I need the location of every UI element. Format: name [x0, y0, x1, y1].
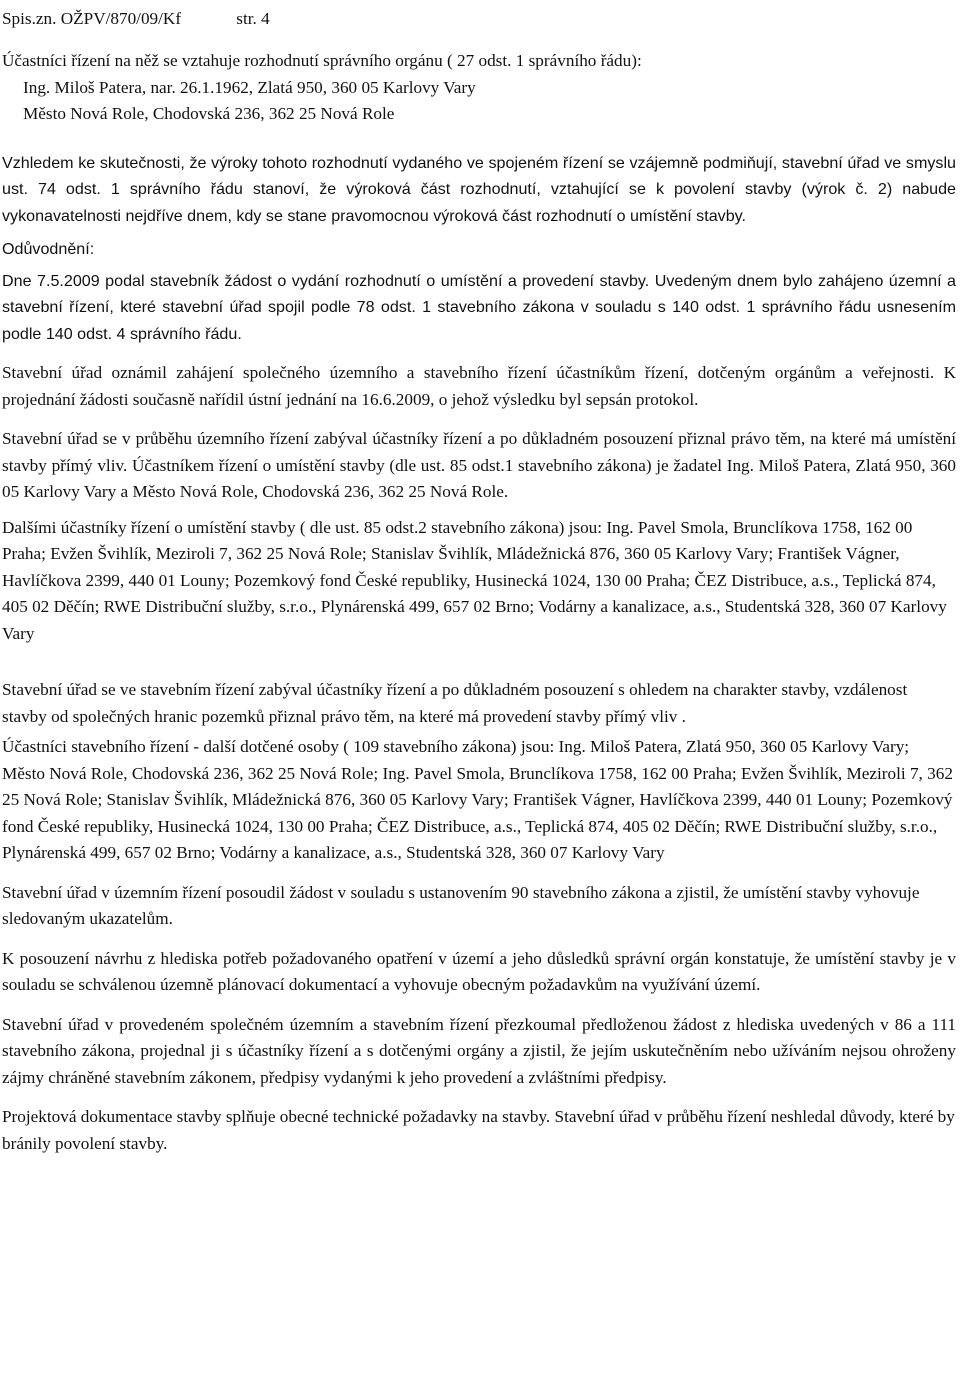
- page-number: str. 4: [236, 9, 270, 28]
- participant-line: Ing. Miloš Patera, nar. 26.1.1962, Zlatá 950, 360 05 Karlovy Vary: [23, 77, 476, 97]
- paragraph: Dne 7.5.2009 podal stavebník žádost o vydání rozhodnutí o umístění a provedení stavby. Uvedeným dnem bylo zahájeno územní a stavební řízení, které stavební úřad spojil podle 78 odst. 1 stavebního zákona v souladu s 140 odst. 1 správního řádu usnesením podle 140 odst. 4 správního řádu.: [2, 271, 956, 343]
- paragraph: K posouzení návrhu z hlediska potřeb požadovaného opatření v území a jeho důsledků správní orgán konstatuje, že umístění stavby je v souladu se schválenou územně plánovací dokumentací a vyhovuje obecným požadavkům na využívání území.: [2, 948, 956, 994]
- reasoning-heading: Odůvodnění:: [2, 240, 95, 258]
- paragraph: Stavební úřad oznámil zahájení společného územního a stavebního řízení účastníkům řízení, dotčeným orgánům a veřejnosti. K projednání žádosti současně nařídil ústní jednání na 16.6.2009, o jehož výsledku byl sepsán protokol.: [2, 363, 956, 409]
- paragraph: Stavební úřad v územním řízení posoudil žádost v souladu s ustanovením 90 stavebního zákona a zjistil, že umístění stavby vyhovuje sledovaným ukazatelům.: [2, 882, 920, 928]
- paragraph: Stavební úřad v provedeném společném územním a stavebním řízení přezkoumal předloženou žádost z hlediska uvedených v 86 a 111 stavebního zákona, projednal ji s účastníky řízení a s dotčenými orgány a zjistil, že jejím uskutečněním nebo užíváním nejsou ohroženy zájmy chráněné stavebním zákonem, předpisy vydanými k jeho provedení a zvláštními předpisy.: [2, 1014, 956, 1087]
- paragraph: Účastníci stavebního řízení - další dotčené osoby ( 109 stavebního zákona) jsou: Ing. Miloš Patera, Zlatá 950, 360 05 Karlovy Vary; Město Nová Role, Chodovská 236, 362 25 Nová Role; Ing. Pavel Smola, Brunclíkova 1758, 162 00 Praha; Evžen Švihlík, Meziroli 7, 362 25 Nová Role; Stanislav Švihlík, Mládežnická 876, 360 05 Karlovy Vary; František Vágner, Havlíčkova 2399, 440 01 Louny; Pozemkový fond České republiky, Husinecká 1024, 130 00 Praha; ČEZ Distribuce, a.s., Teplická 874, 405 02 Děčín; RWE Distribuční služby, s.r.o., Plynárenská 499, 657 02 Brno; Vodárny a kanalizace, a.s., Studentská 328, 360 07 Karlovy Vary: [2, 737, 953, 862]
- participants-intro: Účastníci řízení na něž se vztahuje rozhodnutí správního orgánu ( 27 odst. 1 správního řádu):: [2, 51, 642, 70]
- page-header: [2, 6, 956, 32]
- paragraph: Stavební úřad se ve stavebním řízení zabýval účastníky řízení a po důkladném posouzení s ohledem na charakter stavby, vzdálenost stavby od společných hranic pozemků přiznal právo těm, na které má provedení stavby přímý vliv .: [2, 680, 908, 726]
- paragraph: Projektová dokumentace stavby splňuje obecné technické požadavky na stavby. Stavební úřad v průběhu řízení neshledal důvody, které by bránily povolení stavby.: [2, 1107, 955, 1153]
- effect-paragraph: Vzhledem ke skutečnosti, že výroky tohoto rozhodnutí vydaného ve spojeném řízení se vzájemně podmiňují, stavební úřad ve smyslu ust. 74 odst. 1 správního řádu stanoví, že výroková část rozhodnutí, vztahující se k povolení stavby (výrok č. 2) nabude vykonavatelnosti nejdříve dnem, kdy se stane pravomocnou výroková část rozhodnutí o umístění stavby.: [2, 153, 956, 225]
- participant-line: Město Nová Role, Chodovská 236, 362 25 Nová Role: [23, 104, 395, 123]
- file-reference: Spis.zn. OŽPV/870/09/Kf: [2, 9, 182, 28]
- paragraph: Dalšími účastníky řízení o umístění stavby ( dle ust. 85 odst.2 stavebního zákona) jsou: Ing. Pavel Smola, Brunclíkova 1758, 162 00 Praha; Evžen Švihlík, Meziroli 7, 362 25 Nová Role; Stanislav Švihlík, Mládežnická 876, 360 05 Karlovy Vary; František Vágner, Havlíčkova 2399, 440 01 Louny; Pozemkový fond České republiky, Husinecká 1024, 130 00 Praha; ČEZ Distribuce, a.s., Teplická 874, 405 02 Děčín; RWE Distribuční služby, s.r.o., Plynárenská 499, 657 02 Brno; Vodárny a kanalizace, a.s., Studentská 328, 360 07 Karlovy Vary: [2, 517, 947, 643]
- paragraph: Stavební úřad se v průběhu územního řízení zabýval účastníky řízení a po důkladném posouzení přiznal právo těm, na které má umístění stavby přímý vliv. Účastníkem řízení o umístění stavby (dle ust. 85 odst.1 stavebního zákona) je žadatel Ing. Miloš Patera, Zlatá 950, 360 05 Karlovy Vary a Město Nová Role, Chodovská 236, 362 25 Nová Role.: [2, 429, 956, 501]
